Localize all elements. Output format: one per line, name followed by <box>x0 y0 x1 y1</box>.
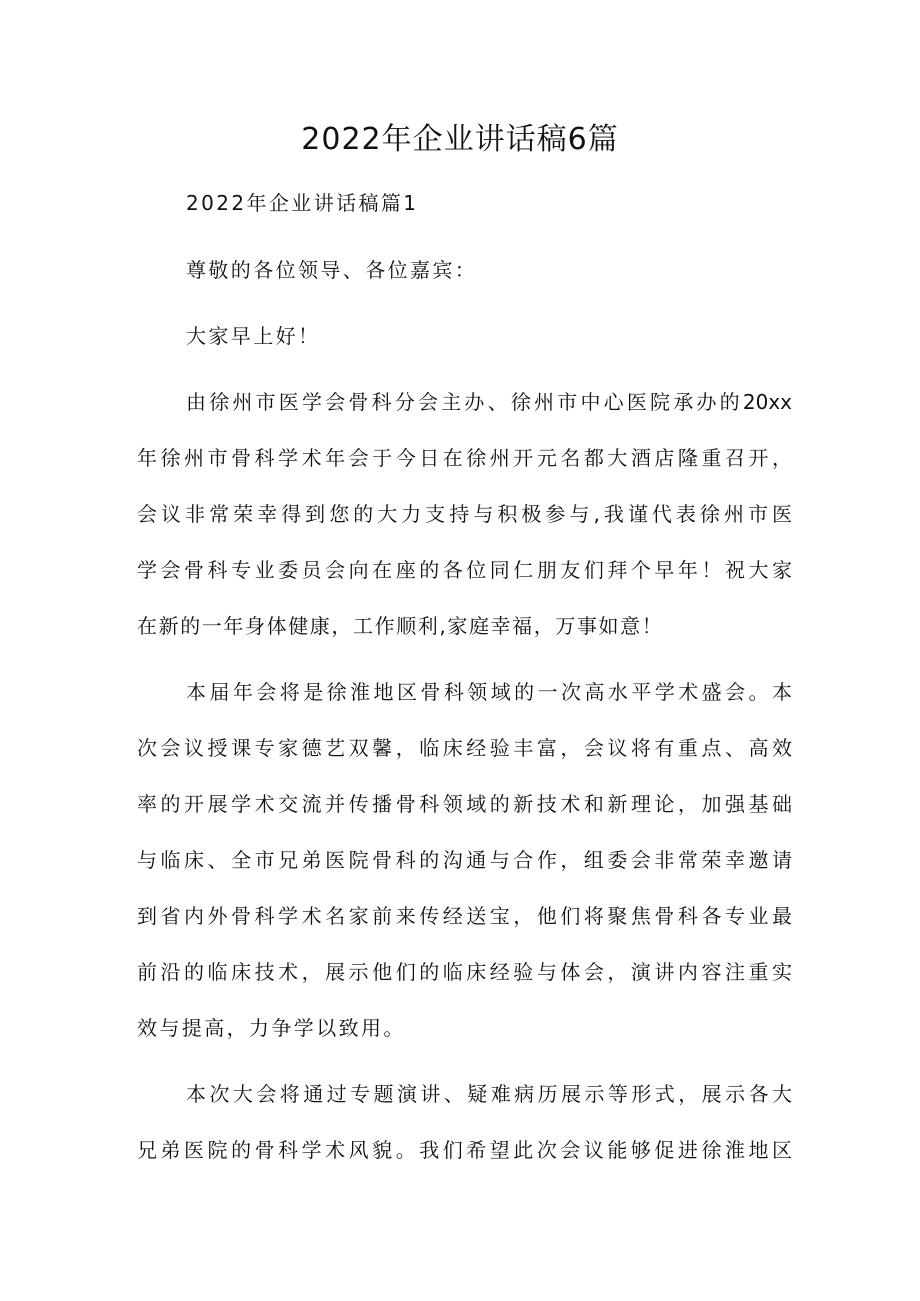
paragraph-line: 年徐州市骨科学术年会于今日在徐州开元名都大酒店隆重召开， <box>137 446 792 470</box>
paragraph-line: 学会骨科专业委员会向在座的各位同仁朋友们拜个早年！祝大家 <box>137 558 792 582</box>
paragraph-line: 与临床、全市兄弟医院骨科的沟通与合作，组委会非常荣幸邀请 <box>137 848 792 872</box>
paragraph-line: 率的开展学术交流并传播骨科领域的新技术和新理论，加强基础 <box>137 792 792 816</box>
paragraph-line: 由徐州市医学会骨科分会主办、徐州市中心医院承办的20xx <box>186 390 792 414</box>
paragraph-line: 前沿的临床技术，展示他们的临床经验与体会，演讲内容注重实 <box>137 960 792 984</box>
paragraph-line: 在新的一年身体健康，工作顺利,家庭幸福，万事如意！ <box>137 614 664 638</box>
paragraph-line: 本次大会将通过专题演讲、疑难病历展示等形式，展示各大 <box>186 1082 792 1106</box>
paragraph-line: 兄弟医院的骨科学术风貌。我们希望此次会议能够促进徐淮地区 <box>137 1138 792 1162</box>
paragraph-line: 效与提高，力争学以致用。 <box>137 1016 406 1040</box>
paragraph-line: 到省内外骨科学术名家前来传经送宝，他们将聚焦骨科各专业最 <box>137 904 792 928</box>
paragraph-line: 次会议授课专家德艺双馨，临床经验丰富，会议将有重点、高效 <box>137 736 792 760</box>
paragraph-line: 会议非常荣幸得到您的大力支持与积极参与,我谨代表徐州市医 <box>137 502 792 526</box>
greeting: 大家早上好！ <box>186 324 321 348</box>
salutation: 尊敬的各位领导、各位嘉宾： <box>186 258 478 282</box>
document-title: 2022年企业讲话稿6篇 <box>301 122 619 157</box>
paragraph-line: 本届年会将是徐淮地区骨科领域的一次高水平学术盛会。本 <box>186 680 792 704</box>
section-heading: 2022年企业讲话稿篇1 <box>186 191 419 215</box>
